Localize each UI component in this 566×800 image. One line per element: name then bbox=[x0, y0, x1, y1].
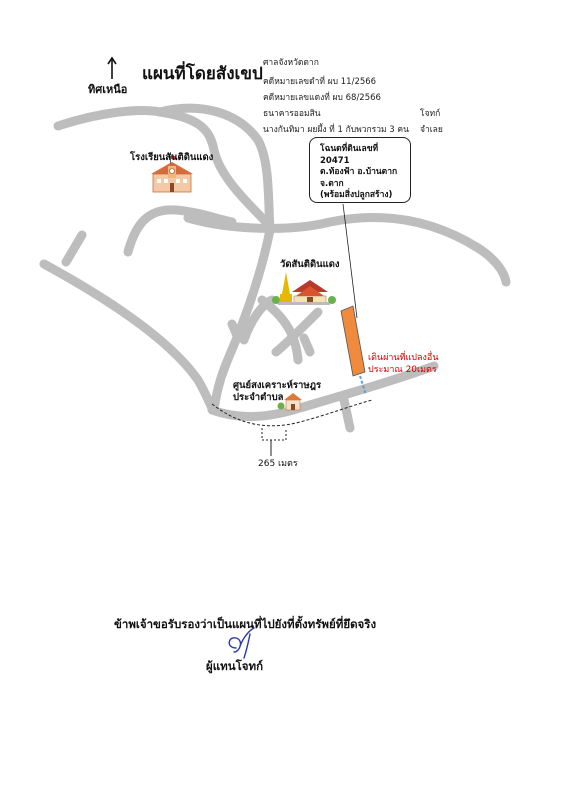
road-south-spur bbox=[344, 400, 350, 428]
defendant-role: จำเลย bbox=[420, 125, 443, 135]
map-title: แผนที่โดยสังเขป bbox=[142, 64, 263, 84]
red-case-number: คดีหมายเลขแดงที่ ผบ 68/2566 bbox=[263, 93, 381, 103]
walkway-label-line1: เดินผ่านที่แปลงอื่น bbox=[368, 353, 439, 363]
road-central-spur bbox=[232, 324, 238, 338]
road-temple-branch-3 bbox=[304, 338, 310, 352]
temple-icon bbox=[272, 272, 336, 305]
parcel-subdistrict: ต.ท้องฟ้า อ.บ้านตาก bbox=[320, 167, 398, 177]
north-label: ทิศเหนือ bbox=[88, 83, 128, 96]
road-west-branch bbox=[44, 264, 212, 408]
walkway-label-line2: ประมาณ 20เมตร bbox=[368, 365, 437, 375]
school-label: โรงเรียนสันติดินแดง bbox=[130, 152, 214, 163]
certification-statement: ข้าพเจ้าขอรับรองว่าเป็นแผนที่ไปยังที่ตั้งทรัพย์ที่ยึดจริง bbox=[114, 617, 377, 631]
parcel-province: จ.ตาก bbox=[320, 178, 344, 189]
land-parcel bbox=[341, 306, 365, 376]
plaintiff-name: ธนาคารออมสิน bbox=[263, 109, 321, 119]
parcel-structures: (พร้อมสิ่งปลูกสร้าง) bbox=[320, 190, 393, 200]
plaintiff-role: โจทก์ bbox=[420, 109, 441, 119]
distance-bracket bbox=[262, 428, 286, 440]
parcel-callout bbox=[309, 137, 411, 203]
temple-label: วัดสันติดินแดง bbox=[280, 259, 340, 270]
health-center-label: ศูนย์สงเคราะห์ราษฎร ประจำตำบล bbox=[233, 380, 322, 403]
road-main-east-west bbox=[188, 218, 506, 282]
road-school-loop bbox=[128, 210, 232, 252]
black-case-number: คดีหมายเลขดำที่ ผบ 11/2566 bbox=[263, 77, 377, 87]
defendant-name: นางกันทิมา ผยผึ้ง ที่ 1 กับพวกรวม 3 คน bbox=[263, 125, 409, 135]
walkway-label bbox=[368, 352, 438, 376]
distance-label: 265 เมตร bbox=[258, 459, 298, 469]
signer-label: ผู้แทนโจทก์ bbox=[206, 659, 264, 673]
road-west-spur bbox=[66, 235, 82, 262]
court-name: ศาลจังหวัดตาก bbox=[263, 58, 319, 68]
parcel-deed-number: โฉนดที่ดินเลขที่ 20471 bbox=[320, 144, 379, 166]
